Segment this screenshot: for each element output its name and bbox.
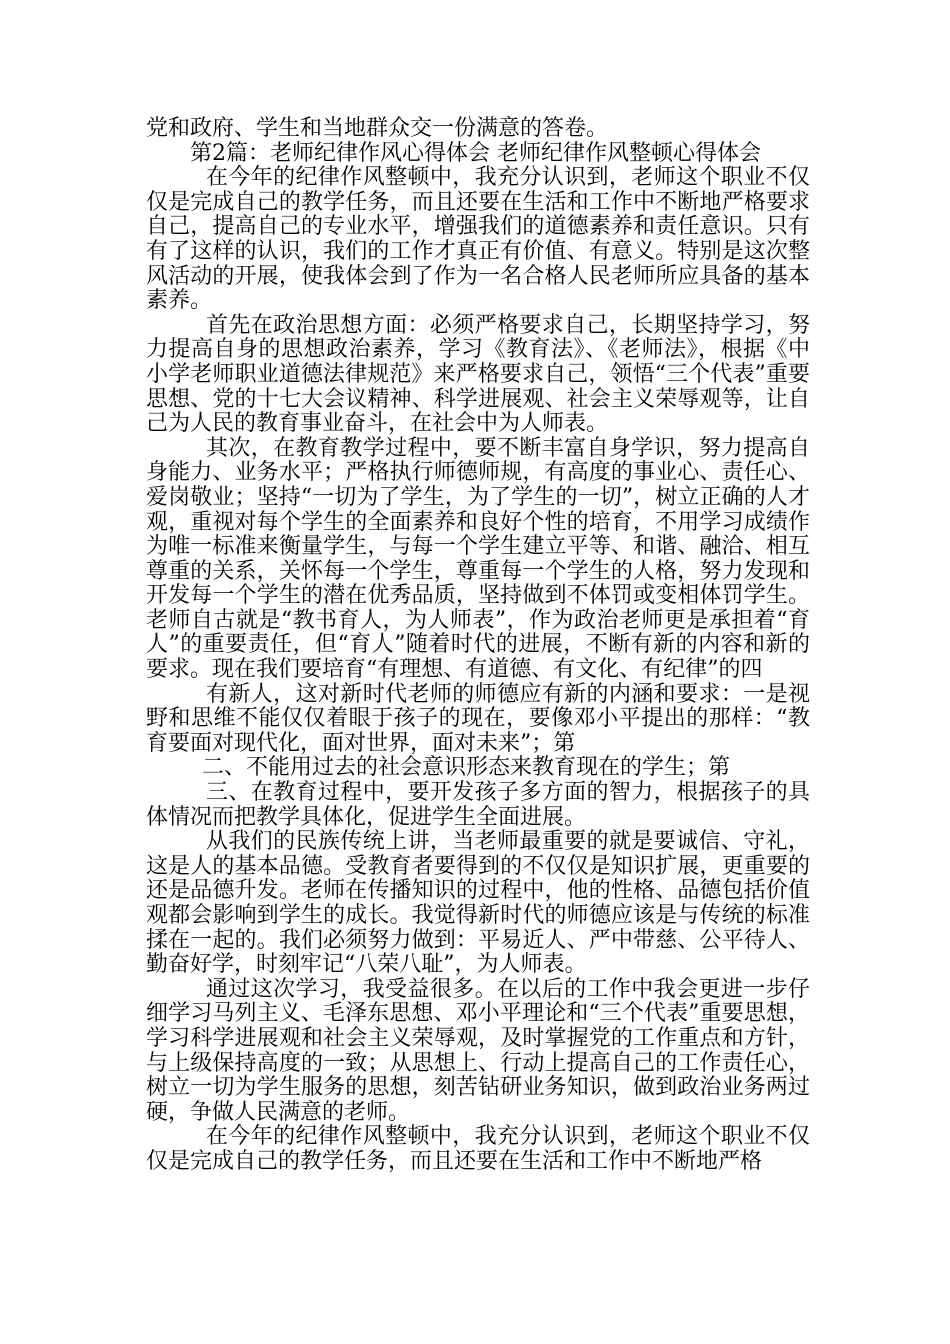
- document-page: [146, 117, 810, 1175]
- paragraph-teaching: 其次，在教育教学过程中，要不断丰富自身学识，努力提高自身能力、业务水平；严格执行师德师规，有高度的事业心、责任心、爱岗敬业；坚持“一切为了学生，为了学生的一切”，树立正确的人才观，重视对每个学生的全面素养和良好个性的培育，不用学习成绩作为唯一标准来衡量学生，与每一个学生建立平等、和谐、融洽、相互尊重的关系，关怀每一个学生，尊重每一个学生的人格，努力发现和开发每一个学生的潜在优秀品质，坚持做到不体罚或变相体罚学生。老师自古就是“教书育人，为人师表”，作为政治老师更是承担着“育人”的重要责任，但“育人”随着时代的进展，不断有新的内容和新的要求。现在我们要培育“有理想、有道德、有文化、有纪律”的四: [146, 435, 810, 683]
- paragraph-new-people: 有新人，这对新时代老师的师德应有新的内涵和要求：一是视野和思维不能仅仅着眼于孩子的现在，要像邓小平提出的那样：“教育要面对现代化，面对世界，面对未来”；第: [146, 681, 810, 756]
- section-title: 第2篇：老师纪律作风心得体会 老师纪律作风整顿心得体会: [190, 140, 761, 166]
- paragraph-political: 首先在政治思想方面：必须严格要求自己，长期坚持学习，努力提高自身的思想政治素养，学习《教育法》、《老师法》，根据《中小学老师职业道德法律规范》来严格要求自己，领悟“三个代表”重要思想、党的十七大会议精神、科学进展观、社会主义荣辱观等，让自己为人民的教育事业奋斗，在社会中为人师表。: [146, 312, 810, 437]
- paragraph-intro: 在今年的纪律作风整顿中，我充分认识到，老师这个职业不仅仅是完成自己的教学任务，而且还要在生活和工作中不断地严格要求自己，提高自己的专业水平，增强我们的道德素养和责任意识。只有有了这样的认识，我们的工作才真正有价值、有意义。特别是这次整风活动的开展，使我体会到了作为一名合格人民老师所应具备的基本素养。: [146, 165, 810, 314]
- paragraph-continuation: 党和政府、学生和当地群众交一份满意的答卷。: [146, 116, 609, 141]
- paragraph-tradition: 从我们的民族传统上讲，当老师最重要的就是要诚信、守礼，这是人的基本品德。受教育者要得到的不仅仅是知识扩展，更重要的还是品德升发。老师在传播知识的过程中，他的性格、品德包括价值观都会影响到学生的成长。我觉得新时代的师德应该是与传统的标准揉在一起的。我们必须努力做到：平易近人、严中带慈、公平待人、勤奋好学，时刻牢记“八荣八耻”，为人师表。: [146, 829, 810, 978]
- paragraph-study: 通过这次学习，我受益很多。在以后的工作中我会更进一步仔细学习马列主义、毛泽东思想、邓小平理论和“三个代表”重要思想，学习科学进展观和社会主义荣辱观，及时掌握党的工作重点和方针，与上级保持高度的一致；从思想上、行动上提高自己的工作责任心，树立一切为学生服务的思想，刻苦钻研业务知识，做到政治业务两过硬，争做人民满意的老师。: [146, 976, 810, 1125]
- paragraph-item-three: 三、在教育过程中，要开发孩子多方面的智力，根据孩子的具体情况而把教学具体化，促进学生全面进展。: [146, 780, 810, 830]
- paragraph-item-two: 二、不能用过去的社会意识形态来教育现在的学生；第: [202, 755, 731, 781]
- paragraph-repeat: 在今年的纪律作风整顿中，我充分认识到，老师这个职业不仅仅是完成自己的教学任务，而且还要在生活和工作中不断地严格: [146, 1124, 810, 1174]
